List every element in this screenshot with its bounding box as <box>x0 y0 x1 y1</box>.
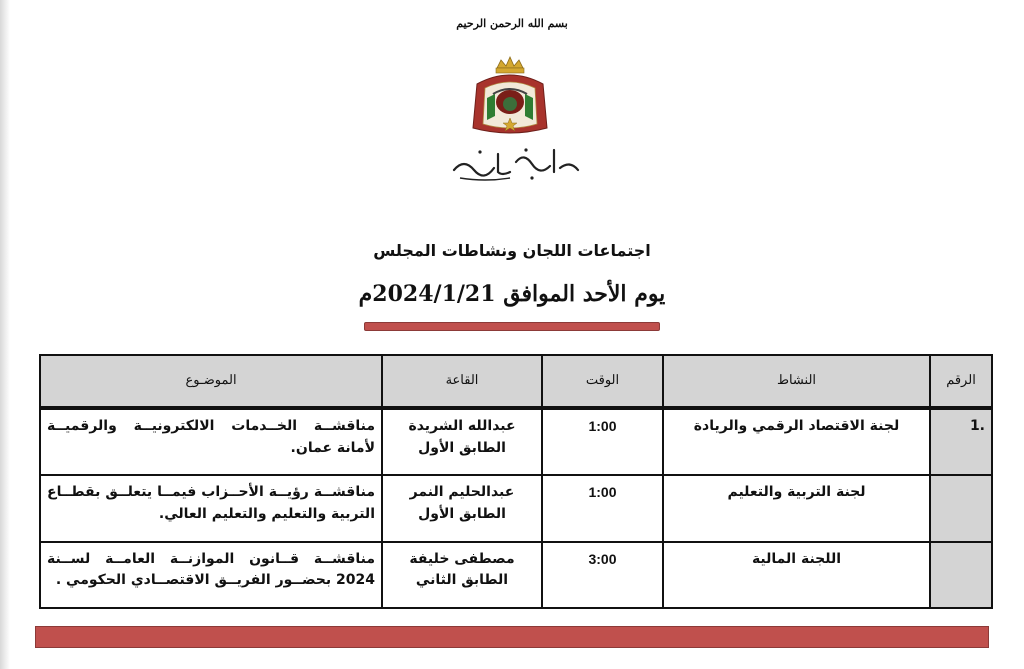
date-heading: يوم الأحد الموافق 2024/1/21م <box>358 281 666 307</box>
activity-cell: اللجنة المالية <box>663 542 930 608</box>
subject-cell: مناقشــة قــانون الموازنــة العامــة لســنة 2024 بحضــور الفريــق الاقتصــادي الحكومي . <box>40 542 382 608</box>
row-number-cell <box>930 542 992 608</box>
hall-cell <box>382 542 542 608</box>
institution-calligraphy-logo <box>440 140 590 184</box>
schedule-table <box>39 354 993 609</box>
table-row <box>40 408 992 475</box>
table-header-row <box>40 355 992 408</box>
column-header-number: الرقم <box>930 355 992 408</box>
column-header-time: الوقت <box>542 355 663 408</box>
activity-cell: لجنة الاقتصاد الرقمي والريادة <box>663 408 930 475</box>
hall-cell <box>382 408 542 475</box>
basmala-text: بسم الله الرحمن الرحيم <box>456 17 568 30</box>
title-underline-bar <box>364 322 660 331</box>
time-cell: 1:00 <box>542 408 663 475</box>
hashemite-kingdom-emblem-icon <box>465 54 555 140</box>
hall-name: عبدالله الشريدة <box>408 418 516 434</box>
column-header-activity: النشاط <box>663 355 930 408</box>
column-header-subject: الموضـوع <box>40 355 382 408</box>
subject-cell: مناقشــة رؤيــة الأحــزاب فيمــا يتعلــق بقطــاع التربية والتعليم والتعليم العالي. <box>40 475 382 541</box>
hall-floor: الطابق الأول <box>418 439 506 456</box>
row-number-cell: 1. <box>930 408 992 475</box>
time-cell: 3:00 <box>542 542 663 608</box>
hall-floor: الطابق الأول <box>418 506 506 523</box>
activity-cell: لجنة التربية والتعليم <box>663 475 930 541</box>
footer-accent-bar <box>35 626 989 648</box>
page-shadow-edge <box>0 0 10 669</box>
table-row <box>40 542 992 608</box>
table-row <box>40 475 992 541</box>
row-number-cell <box>930 475 992 541</box>
column-header-hall: القاعة <box>382 355 542 408</box>
hall-floor: الطابق الثاني <box>415 572 509 589</box>
subject-cell: مناقشــة الخــدمات الالكترونيــة والرقميــة لأمانة عمان. <box>40 408 382 475</box>
hall-name: مصطفى خليفة <box>409 550 515 567</box>
hall-name: عبدالحليم النمر <box>409 484 515 501</box>
hall-cell <box>382 475 542 541</box>
page-title: اجتماعات اللجان ونشاطات المجلس <box>373 241 651 260</box>
time-cell: 1:00 <box>542 475 663 541</box>
